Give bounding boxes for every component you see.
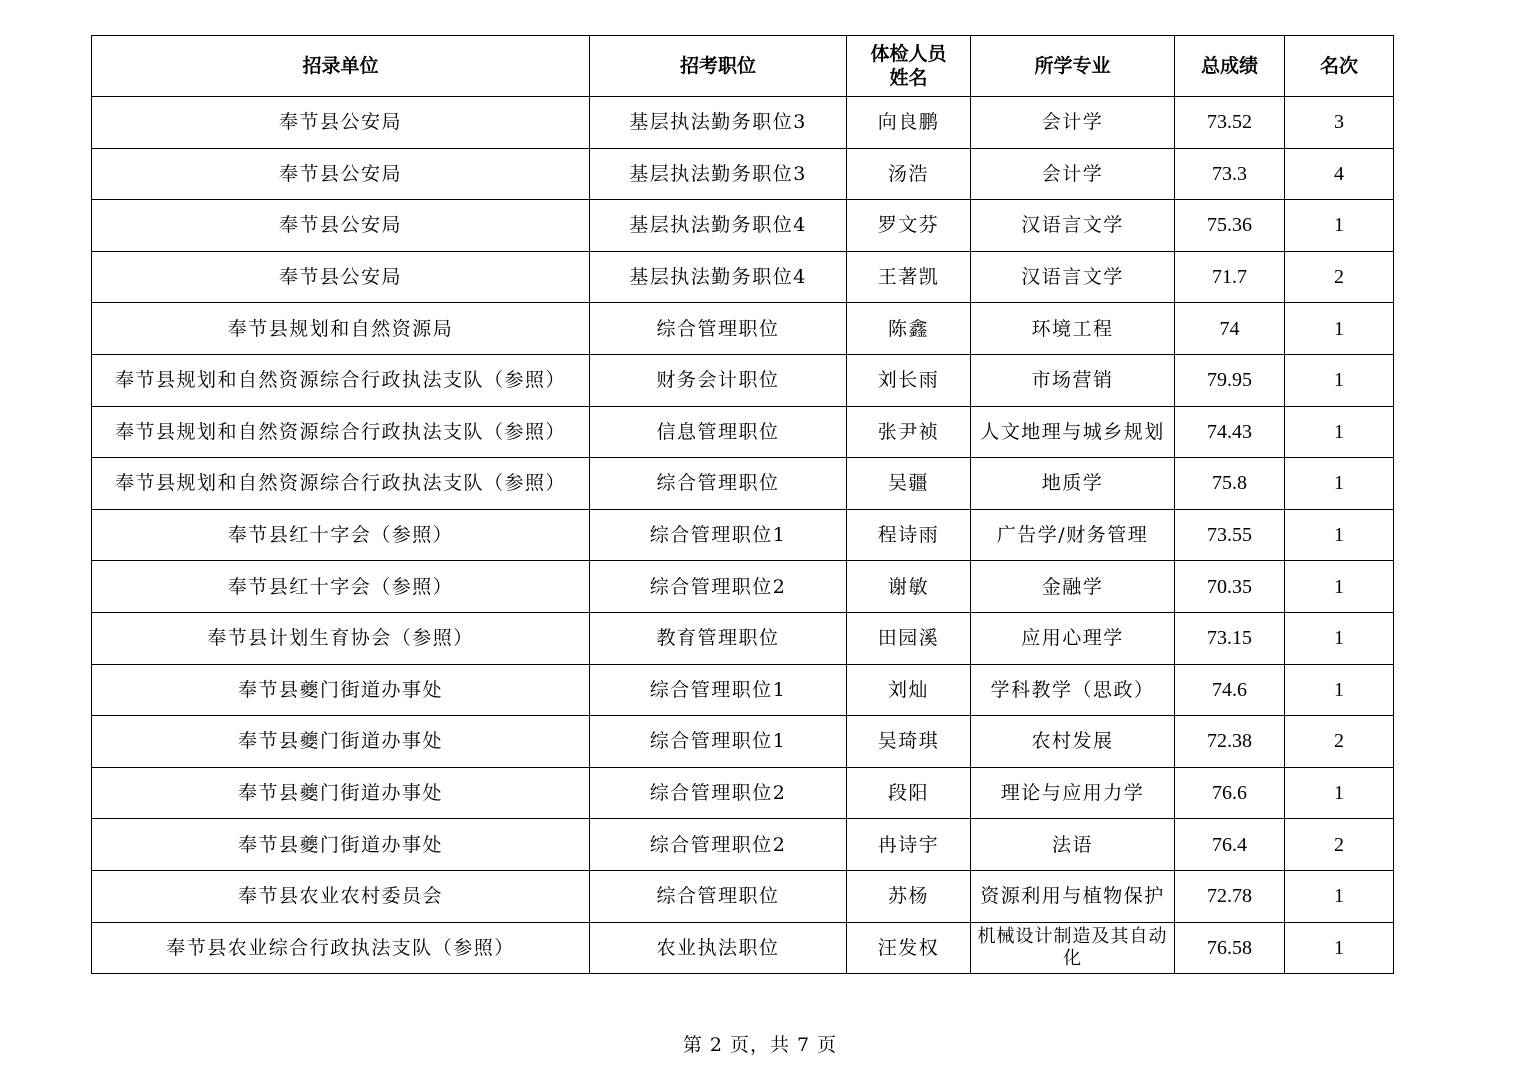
cell-score: 71.7 bbox=[1175, 251, 1285, 303]
page-number: 第 2 页，共 7 页 bbox=[682, 1034, 838, 1056]
table-row bbox=[92, 406, 1394, 458]
cell-major: 法语 bbox=[971, 819, 1175, 871]
cell-name: 汪发权 bbox=[847, 922, 971, 974]
cell-score: 74.6 bbox=[1175, 664, 1285, 716]
cell-score: 73.55 bbox=[1175, 509, 1285, 561]
cell-rank: 2 bbox=[1285, 716, 1394, 768]
cell-name: 吴疆 bbox=[847, 458, 971, 510]
cell-name: 吴琦琪 bbox=[847, 716, 971, 768]
cell-rank: 1 bbox=[1285, 561, 1394, 613]
cell-unit: 奉节县红十字会（参照） bbox=[92, 509, 590, 561]
table-row bbox=[92, 509, 1394, 561]
cell-rank: 1 bbox=[1285, 612, 1394, 664]
cell-rank: 1 bbox=[1285, 767, 1394, 819]
cell-position: 综合管理职位1 bbox=[590, 664, 847, 716]
cell-rank: 1 bbox=[1285, 458, 1394, 510]
cell-major: 汉语言文学 bbox=[971, 251, 1175, 303]
cell-position: 综合管理职位1 bbox=[590, 716, 847, 768]
cell-rank: 1 bbox=[1285, 922, 1394, 974]
cell-position: 基层执法勤务职位3 bbox=[590, 148, 847, 200]
header-position: 招考职位 bbox=[590, 36, 847, 97]
cell-position: 财务会计职位 bbox=[590, 354, 847, 406]
header-major: 所学专业 bbox=[971, 36, 1175, 97]
cell-unit: 奉节县公安局 bbox=[92, 200, 590, 252]
cell-position: 信息管理职位 bbox=[590, 406, 847, 458]
cell-major: 应用心理学 bbox=[971, 612, 1175, 664]
cell-rank: 1 bbox=[1285, 200, 1394, 252]
cell-score: 76.4 bbox=[1175, 819, 1285, 871]
cell-rank: 4 bbox=[1285, 148, 1394, 200]
cell-unit: 奉节县规划和自然资源局 bbox=[92, 303, 590, 355]
roster-table bbox=[91, 35, 1394, 974]
table-row bbox=[92, 612, 1394, 664]
cell-score: 79.95 bbox=[1175, 354, 1285, 406]
cell-major: 人文地理与城乡规划 bbox=[971, 406, 1175, 458]
cell-position: 综合管理职位1 bbox=[590, 509, 847, 561]
header-unit: 招录单位 bbox=[92, 36, 590, 97]
cell-unit: 奉节县夔门街道办事处 bbox=[92, 716, 590, 768]
cell-name: 程诗雨 bbox=[847, 509, 971, 561]
table-row bbox=[92, 767, 1394, 819]
cell-score: 74 bbox=[1175, 303, 1285, 355]
cell-unit: 奉节县农业综合行政执法支队（参照） bbox=[92, 922, 590, 974]
table-row bbox=[92, 458, 1394, 510]
table-row bbox=[92, 251, 1394, 303]
cell-major: 机械设计制造及其自动化 bbox=[971, 922, 1175, 974]
cell-position: 综合管理职位2 bbox=[590, 819, 847, 871]
cell-score: 75.36 bbox=[1175, 200, 1285, 252]
cell-major: 环境工程 bbox=[971, 303, 1175, 355]
cell-unit: 奉节县规划和自然资源综合行政执法支队（参照） bbox=[92, 458, 590, 510]
table-row bbox=[92, 200, 1394, 252]
cell-rank: 1 bbox=[1285, 406, 1394, 458]
cell-name: 向良鹏 bbox=[847, 97, 971, 149]
cell-position: 农业执法职位 bbox=[590, 922, 847, 974]
cell-unit: 奉节县规划和自然资源综合行政执法支队（参照） bbox=[92, 406, 590, 458]
cell-name: 刘灿 bbox=[847, 664, 971, 716]
cell-name: 陈鑫 bbox=[847, 303, 971, 355]
cell-score: 74.43 bbox=[1175, 406, 1285, 458]
cell-score: 72.38 bbox=[1175, 716, 1285, 768]
cell-major: 汉语言文学 bbox=[971, 200, 1175, 252]
cell-score: 73.52 bbox=[1175, 97, 1285, 149]
cell-position: 综合管理职位 bbox=[590, 870, 847, 922]
cell-unit: 奉节县红十字会（参照） bbox=[92, 561, 590, 613]
cell-score: 72.78 bbox=[1175, 870, 1285, 922]
cell-rank: 1 bbox=[1285, 509, 1394, 561]
table-row bbox=[92, 664, 1394, 716]
header-rank: 名次 bbox=[1285, 36, 1394, 97]
cell-name: 苏杨 bbox=[847, 870, 971, 922]
cell-unit: 奉节县公安局 bbox=[92, 148, 590, 200]
cell-rank: 3 bbox=[1285, 97, 1394, 149]
cell-unit: 奉节县公安局 bbox=[92, 251, 590, 303]
cell-rank: 1 bbox=[1285, 664, 1394, 716]
cell-major: 广告学/财务管理 bbox=[971, 509, 1175, 561]
table-row bbox=[92, 97, 1394, 149]
cell-position: 综合管理职位 bbox=[590, 303, 847, 355]
cell-name: 田园溪 bbox=[847, 612, 971, 664]
header-name: 体检人员姓名 bbox=[847, 36, 971, 97]
table-row bbox=[92, 716, 1394, 768]
table-row bbox=[92, 148, 1394, 200]
cell-unit: 奉节县夔门街道办事处 bbox=[92, 664, 590, 716]
cell-rank: 1 bbox=[1285, 303, 1394, 355]
cell-position: 教育管理职位 bbox=[590, 612, 847, 664]
cell-unit: 奉节县农业农村委员会 bbox=[92, 870, 590, 922]
cell-name: 王著凯 bbox=[847, 251, 971, 303]
cell-major: 地质学 bbox=[971, 458, 1175, 510]
cell-position: 基层执法勤务职位4 bbox=[590, 200, 847, 252]
cell-name: 谢敏 bbox=[847, 561, 971, 613]
cell-rank: 1 bbox=[1285, 870, 1394, 922]
cell-name: 刘长雨 bbox=[847, 354, 971, 406]
cell-major: 资源利用与植物保护 bbox=[971, 870, 1175, 922]
cell-rank: 2 bbox=[1285, 251, 1394, 303]
cell-position: 基层执法勤务职位3 bbox=[590, 97, 847, 149]
table-row bbox=[92, 354, 1394, 406]
header-row bbox=[92, 36, 1394, 97]
cell-major: 学科教学（思政） bbox=[971, 664, 1175, 716]
cell-major: 理论与应用力学 bbox=[971, 767, 1175, 819]
cell-name: 张尹祯 bbox=[847, 406, 971, 458]
header-score: 总成绩 bbox=[1175, 36, 1285, 97]
cell-position: 综合管理职位2 bbox=[590, 767, 847, 819]
cell-score: 76.6 bbox=[1175, 767, 1285, 819]
cell-position: 综合管理职位2 bbox=[590, 561, 847, 613]
cell-name: 段阳 bbox=[847, 767, 971, 819]
cell-unit: 奉节县公安局 bbox=[92, 97, 590, 149]
cell-rank: 1 bbox=[1285, 354, 1394, 406]
cell-major: 金融学 bbox=[971, 561, 1175, 613]
cell-position: 综合管理职位 bbox=[590, 458, 847, 510]
cell-unit: 奉节县规划和自然资源综合行政执法支队（参照） bbox=[92, 354, 590, 406]
cell-major: 市场营销 bbox=[971, 354, 1175, 406]
cell-rank: 2 bbox=[1285, 819, 1394, 871]
cell-major: 会计学 bbox=[971, 97, 1175, 149]
table-row bbox=[92, 870, 1394, 922]
table-row bbox=[92, 561, 1394, 613]
table-row bbox=[92, 819, 1394, 871]
table-row bbox=[92, 922, 1394, 974]
cell-score: 70.35 bbox=[1175, 561, 1285, 613]
cell-unit: 奉节县夔门街道办事处 bbox=[92, 767, 590, 819]
cell-name: 罗文芬 bbox=[847, 200, 971, 252]
cell-major: 农村发展 bbox=[971, 716, 1175, 768]
cell-score: 76.58 bbox=[1175, 922, 1285, 974]
cell-score: 73.3 bbox=[1175, 148, 1285, 200]
table-row bbox=[92, 303, 1394, 355]
cell-name: 汤浩 bbox=[847, 148, 971, 200]
cell-position: 基层执法勤务职位4 bbox=[590, 251, 847, 303]
cell-unit: 奉节县夔门街道办事处 bbox=[92, 819, 590, 871]
cell-score: 75.8 bbox=[1175, 458, 1285, 510]
cell-score: 73.15 bbox=[1175, 612, 1285, 664]
cell-unit: 奉节县计划生育协会（参照） bbox=[92, 612, 590, 664]
roster-body bbox=[92, 97, 1394, 974]
cell-name: 冉诗宇 bbox=[847, 819, 971, 871]
cell-major: 会计学 bbox=[971, 148, 1175, 200]
